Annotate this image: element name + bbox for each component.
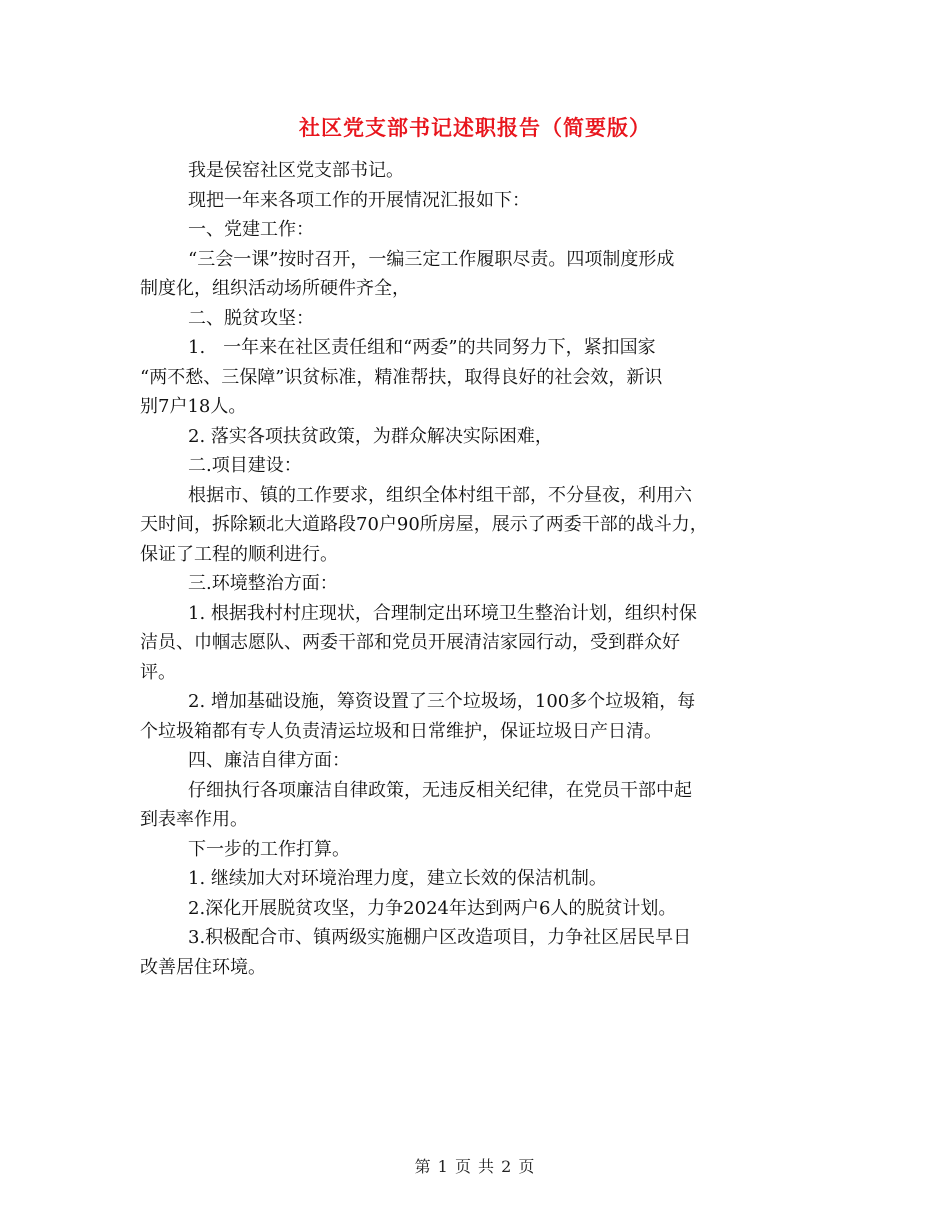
- paragraph-line: 一、党建工作：: [188, 219, 314, 240]
- paragraph-line: 保证了工程的顺利进行。: [140, 543, 338, 565]
- paragraph-line: 到表率作用。: [140, 809, 248, 830]
- paragraph-line: 个垃圾箱都有专人负责清运垃圾和日常维护，保证垃圾日产日清。: [140, 720, 662, 742]
- paragraph-line: 评。: [140, 661, 176, 683]
- paragraph-line: 根据市、镇的工作要求，组织全体村组干部，不分昼夜，利用六: [188, 484, 692, 506]
- paragraph-line: 天时间，拆除颖北大道路段70户90所房屋，展示了两委干部的战斗力，: [140, 514, 708, 535]
- paragraph-line: 制度化，组织活动场所硬件齐全，: [140, 278, 410, 299]
- paragraph-line: 1. 一年来在社区责任组和“两委”的共同努力下，紧扣国家: [188, 337, 656, 358]
- paragraph-line: 2. 落实各项扶贫政策，为群众解决实际困难，: [188, 425, 553, 447]
- paragraph-line: 三.环境整治方面：: [188, 573, 338, 594]
- paragraph-line: “三会一课”按时召开，一编三定工作履职尽责。四项制度形成: [188, 248, 675, 270]
- paragraph-line: 2.深化开展脱贫攻坚，力争2024年达到两户6人的脱贫计划。: [188, 897, 677, 919]
- paragraph-line: 1. 继续加大对环境治理力度，建立长效的保洁机制。: [188, 868, 607, 889]
- paragraph-line: 我是侯窑社区党支部书记。: [188, 160, 404, 181]
- document-body: [140, 156, 820, 982]
- paragraph-line: 洁员、巾帼志愿队、两委干部和党员开展清洁家园行动，受到群众好: [140, 632, 680, 653]
- paragraph-line: 1. 根据我村村庄现状，合理制定出环境卫生整治计划，组织村保: [188, 602, 697, 624]
- paragraph-line: 仔细执行各项廉洁自律政策，无违反相关纪律，在党员干部中起: [188, 779, 692, 801]
- document-title: 社区党支部书记述职报告（简要版）: [299, 115, 651, 140]
- paragraph-line: 3.积极配合市、镇两级实施棚户区改造项目，力争社区居民早日: [188, 927, 692, 948]
- paragraph-line: 四、廉洁自律方面：: [188, 750, 350, 771]
- paragraph-line: 下一步的工作打算。: [188, 838, 350, 860]
- page-footer: 第 1 页 共 2 页: [414, 1157, 536, 1176]
- paragraph-line: 现把一年来各项工作的开展情况汇报如下：: [188, 189, 530, 211]
- paragraph-line: 2. 增加基础设施，筹资设置了三个垃圾场，100多个垃圾箱，每: [188, 691, 696, 712]
- paragraph-line: 改善居住环境。: [140, 956, 266, 978]
- paragraph-line: 二、脱贫攻坚：: [188, 307, 314, 329]
- paragraph-line: “两不愁、三保障”识贫标准，精准帮扶，取得良好的社会效，新识: [140, 366, 663, 388]
- paragraph-line: 别7户18人。: [140, 396, 247, 417]
- paragraph-line: 二.项目建设：: [188, 455, 302, 476]
